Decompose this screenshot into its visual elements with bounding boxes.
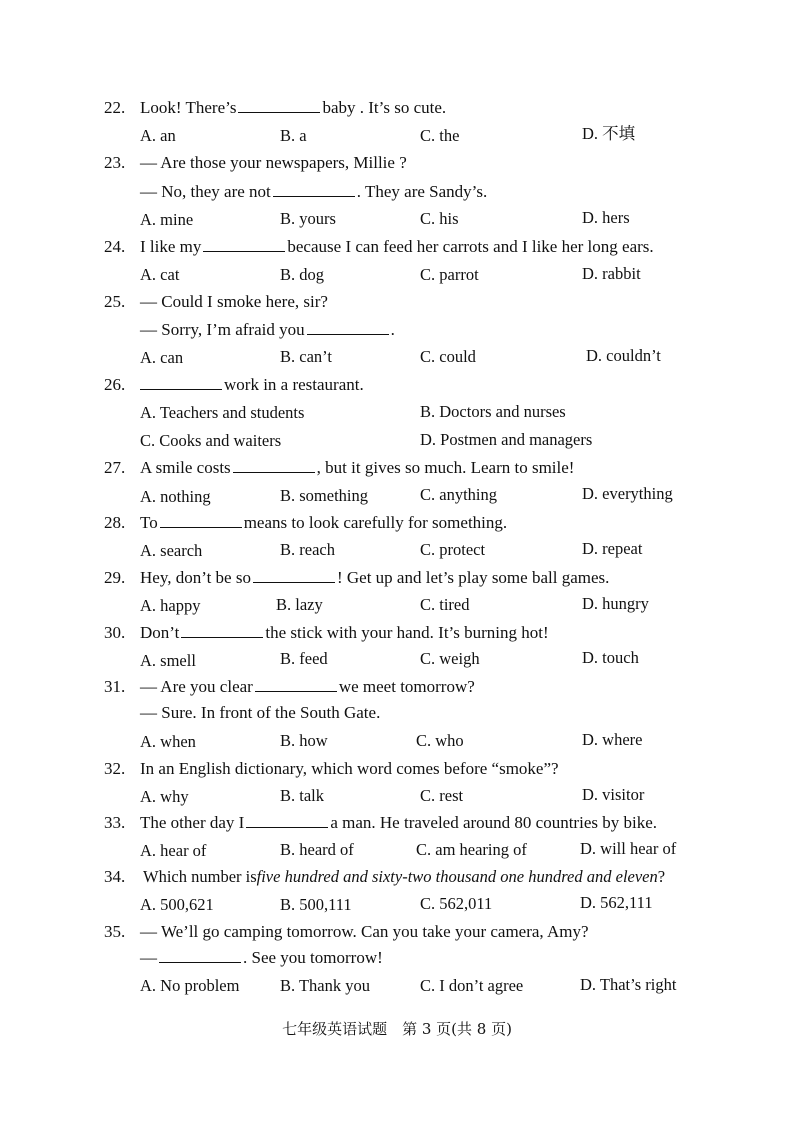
option-b: B. can’t (280, 347, 332, 366)
answer-blank (246, 811, 328, 828)
answer-blank (160, 511, 242, 528)
question-24 (0, 235, 794, 259)
option-a: A. 500,621 (140, 895, 214, 914)
option-c: C. am hearing of (416, 840, 527, 859)
option-b: B. feed (280, 649, 328, 668)
option-d: D. Postmen and managers (420, 430, 593, 449)
question-stem: work in a restaurant. (140, 373, 364, 397)
option-c: C. parrot (420, 265, 479, 284)
option-d: D. That’s right (580, 975, 677, 994)
question-number: 29. (104, 568, 126, 587)
question-31 (0, 675, 794, 699)
answer-blank (181, 621, 263, 638)
option-c: C. Cooks and waiters (140, 431, 282, 450)
question-number: 22. (104, 98, 126, 117)
option-c: C. I don’t agree (420, 976, 524, 995)
option-d: D. couldn’t (586, 346, 661, 365)
option-d: D. 562,111 (580, 893, 653, 912)
option-c: C. weigh (420, 649, 480, 668)
question-number: 25. (104, 292, 126, 311)
answer-blank (253, 566, 335, 583)
question-stem: Which number isfive hundred and sixty-two thousand one hundred and eleven? (143, 867, 666, 886)
question-stem: Look! There’s baby . It’s so cute. (140, 98, 447, 117)
option-a: A. an (140, 126, 176, 145)
option-a: A. mine (140, 210, 194, 229)
option-c: C. anything (420, 485, 497, 504)
option-c: C. tired (420, 595, 470, 614)
option-b: B. Thank you (280, 976, 370, 995)
question-stem: To means to look carefully for something. (140, 513, 508, 532)
question-number: 26. (104, 375, 126, 394)
option-b: B. talk (280, 786, 324, 805)
question-number: 24. (104, 237, 126, 256)
option-b: B. something (280, 486, 369, 505)
question-number: 33. (104, 813, 126, 832)
question-number: 31. (104, 677, 126, 696)
option-a: A. No problem (140, 976, 240, 995)
answer-blank (159, 946, 241, 963)
question-stem: In an English dictionary, which word comes before “smoke”? (140, 759, 559, 778)
option-d: D. visitor (582, 785, 645, 804)
question-stem: I like my because I can feed her carrots and I like her long ears. (140, 237, 654, 256)
question-25 (0, 290, 794, 314)
answer-blank (273, 180, 355, 197)
option-a: A. cat (140, 265, 180, 284)
option-b: B. reach (280, 540, 335, 559)
option-a: A. smell (140, 651, 196, 670)
question-number: 27. (104, 458, 126, 477)
question-27 (0, 456, 794, 480)
answer-blank (140, 373, 222, 390)
answer-blank (233, 456, 315, 473)
question-stem: — Could I smoke here, sir? (140, 292, 328, 311)
question-32 (0, 757, 794, 781)
option-c: C. who (416, 731, 464, 750)
option-d: D. rabbit (582, 264, 641, 283)
option-c: C. could (420, 347, 476, 366)
option-a: A. can (140, 348, 184, 367)
question-stem: — Are those your newspapers, Millie ? (140, 153, 407, 172)
question-33 (0, 811, 794, 835)
question-23 (0, 151, 794, 175)
option-d: D. everything (582, 484, 673, 503)
option-b: B. heard of (280, 840, 354, 859)
option-a: A. hear of (140, 841, 207, 860)
option-a: A. Teachers and students (140, 403, 305, 422)
page-footer: 七年级英语试题 第 3 页(共 8 页) (282, 1020, 512, 1038)
option-a: A. happy (140, 596, 201, 615)
option-b: B. Doctors and nurses (420, 402, 566, 421)
option-b: B. dog (280, 265, 325, 284)
question-stem: — We’ll go camping tomorrow. Can you take your camera, Amy? (140, 922, 589, 941)
question-stem: A smile costs , but it gives so much. Learn to smile! (140, 458, 575, 477)
question-35-reply: — . See you tomorrow! (140, 948, 383, 967)
answer-blank (255, 675, 337, 692)
question-stem: The other day I a man. He traveled around 80 countries by bike. (140, 813, 657, 832)
option-b: B. lazy (276, 595, 323, 614)
option-a: A. why (140, 787, 189, 806)
option-b: B. 500,111 (280, 895, 352, 914)
option-c: C. rest (420, 786, 464, 805)
option-a: A. when (140, 732, 196, 751)
question-25-reply: — Sorry, I’m afraid you . (140, 320, 395, 339)
answer-blank (203, 235, 285, 252)
question-23-reply: — No, they are not . They are Sandy’s. (140, 182, 488, 201)
option-d: D. 不填 (582, 124, 636, 143)
question-22 (0, 96, 794, 120)
question-stem: Hey, don’t be so ! Get up and let’s play some ball games. (140, 568, 610, 587)
question-number: 35. (104, 922, 126, 941)
option-b: B. how (280, 731, 328, 750)
answer-blank (307, 318, 389, 335)
question-28 (0, 511, 794, 535)
question-30 (0, 621, 794, 645)
question-number: 23. (104, 153, 126, 172)
question-31-reply: — Sure. In front of the South Gate. (140, 703, 381, 722)
option-a: A. nothing (140, 487, 211, 506)
question-29 (0, 566, 794, 590)
option-c: C. his (420, 209, 459, 228)
answer-blank (238, 96, 320, 113)
option-d: D. hers (582, 208, 630, 227)
option-b: B. a (280, 126, 307, 145)
option-d: D. where (582, 730, 643, 749)
option-d: D. touch (582, 648, 639, 667)
option-c: C. the (420, 126, 460, 145)
option-b: B. yours (280, 209, 336, 228)
question-stem: Don’t the stick with your hand. It’s burning hot! (140, 623, 549, 642)
option-d: D. repeat (582, 539, 643, 558)
question-26 (0, 373, 794, 397)
question-35 (0, 920, 794, 944)
option-d: D. will hear of (580, 839, 677, 858)
option-a: A. search (140, 541, 203, 560)
question-number: 28. (104, 513, 126, 532)
question-number: 30. (104, 623, 126, 642)
question-34 (0, 865, 794, 889)
option-c: C. protect (420, 540, 486, 559)
option-c: C. 562,011 (420, 894, 493, 913)
option-d: D. hungry (582, 594, 649, 613)
question-number: 32. (104, 759, 126, 778)
question-number: 34. (104, 867, 126, 886)
question-stem: — Are you clear we meet tomorrow? (140, 677, 475, 696)
